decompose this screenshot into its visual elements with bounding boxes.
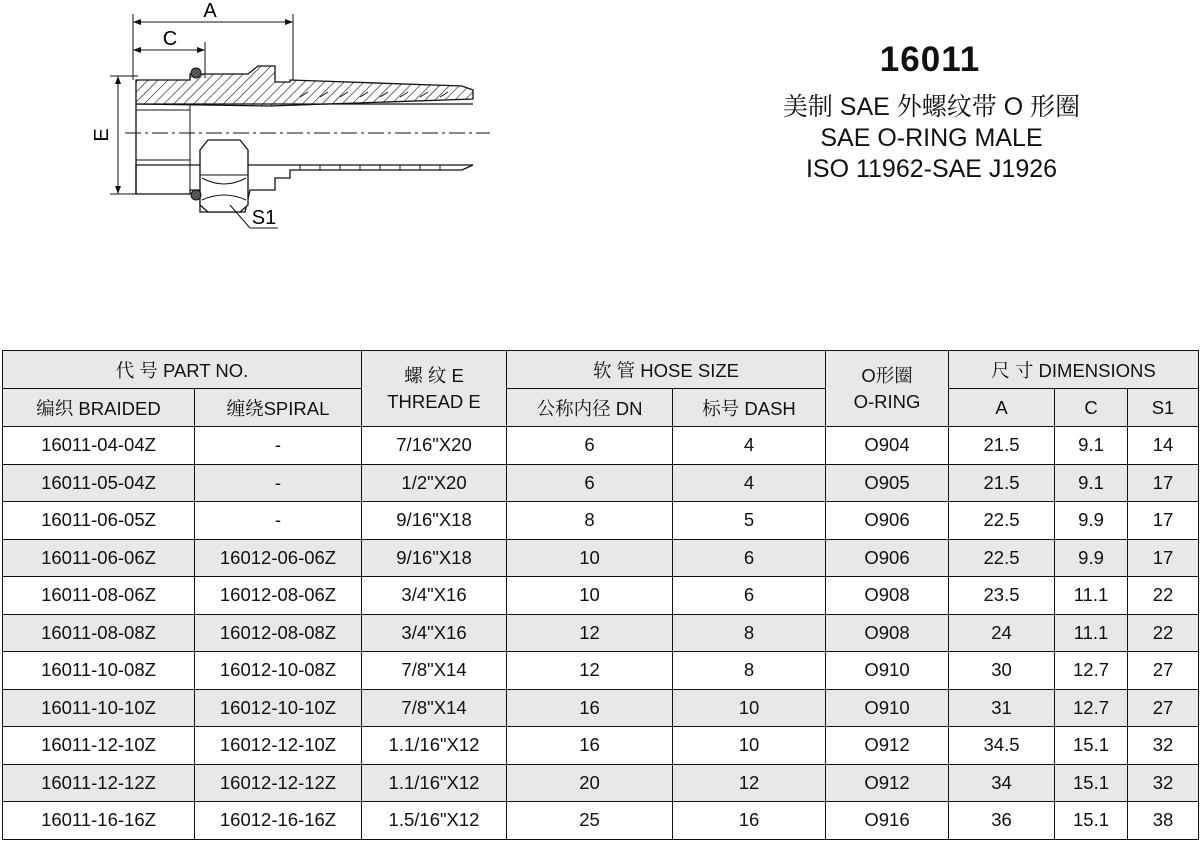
- cell-dn: 12: [507, 652, 673, 690]
- header-s1: S1: [1128, 389, 1199, 427]
- table-row: [3, 802, 1199, 840]
- dim-label-s1: S1: [251, 207, 277, 229]
- cell-spiral: 16012-10-08Z: [195, 652, 362, 690]
- cell-thread: 1/2"X20: [362, 464, 507, 502]
- cell-a: 23.5: [949, 577, 1055, 615]
- cell-dn: 8: [507, 502, 673, 540]
- cell-a: 34.5: [949, 727, 1055, 765]
- cell-dn: 25: [507, 802, 673, 840]
- cell-s1: 14: [1128, 427, 1199, 465]
- subtitle-standard: ISO 11962-SAE J1926: [805, 155, 1058, 183]
- header-c: C: [1055, 389, 1128, 427]
- cell-oring: O906: [826, 539, 949, 577]
- cell-braided: 16011-12-12Z: [3, 764, 195, 802]
- cell-thread: 3/4"X16: [362, 614, 507, 652]
- cell-a: 21.5: [949, 464, 1055, 502]
- cell-oring: O912: [826, 727, 949, 765]
- cell-c: 15.1: [1055, 802, 1128, 840]
- cell-braided: 16011-08-08Z: [3, 614, 195, 652]
- header-oring-en: O-RING: [853, 390, 921, 412]
- cell-braided: 16011-12-10Z: [3, 727, 195, 765]
- dim-label-a: A: [203, 0, 217, 22]
- cell-spiral: 16012-08-06Z: [195, 577, 362, 615]
- header-oring-cn: O形圈: [861, 364, 913, 386]
- table-row: [3, 764, 1199, 802]
- cell-spiral: -: [195, 502, 362, 540]
- cell-thread: 1.1/16"X12: [362, 727, 507, 765]
- cell-a: 24: [949, 614, 1055, 652]
- cell-dash: 5: [673, 502, 826, 540]
- cell-dash: 6: [673, 577, 826, 615]
- cell-braided: 16011-06-06Z: [3, 539, 195, 577]
- oring-dot-upper: [191, 68, 201, 78]
- cell-dn: 6: [507, 427, 673, 465]
- table-row: [3, 689, 1199, 727]
- cell-thread: 1.5/16"X12: [362, 802, 507, 840]
- header-thread-en: THREAD E: [387, 390, 481, 412]
- thread-lines: [136, 110, 190, 160]
- table-row: [3, 427, 1199, 465]
- cell-thread: 3/4"X16: [362, 577, 507, 615]
- cell-thread: 7/8"X14: [362, 689, 507, 727]
- header-thread: [362, 351, 507, 427]
- cell-a: 34: [949, 764, 1055, 802]
- fitting-drawing: [0, 0, 560, 260]
- cell-thread: 7/16"X20: [362, 427, 507, 465]
- dim-label-e: E: [91, 128, 113, 142]
- cell-braided: 16011-08-06Z: [3, 577, 195, 615]
- cell-dn: 20: [507, 764, 673, 802]
- cell-spiral: 16012-12-10Z: [195, 727, 362, 765]
- cell-spiral: -: [195, 427, 362, 465]
- header-dash: 标号 DASH: [673, 389, 826, 427]
- cell-thread: 7/8"X14: [362, 652, 507, 690]
- cell-c: 15.1: [1055, 727, 1128, 765]
- cell-oring: O910: [826, 689, 949, 727]
- header-part-no: 代 号 PART NO.: [3, 351, 362, 389]
- title-block: [700, 40, 1200, 185]
- fitting-section-upper: [136, 66, 473, 106]
- dimension-e: [91, 76, 138, 194]
- table-row: [3, 727, 1199, 765]
- cell-dn: 16: [507, 727, 673, 765]
- cell-dash: 8: [673, 614, 826, 652]
- cell-spiral: 16012-06-06Z: [195, 539, 362, 577]
- header-braided: 编织 BRAIDED: [3, 389, 195, 427]
- cell-c: 9.9: [1055, 539, 1128, 577]
- cell-dash: 4: [673, 464, 826, 502]
- table-row: [3, 502, 1199, 540]
- cell-oring: O912: [826, 764, 949, 802]
- header-dn: 公称内径 DN: [507, 389, 673, 427]
- cell-dash: 4: [673, 427, 826, 465]
- cell-c: 9.1: [1055, 464, 1128, 502]
- table-row: [3, 464, 1199, 502]
- cell-braided: 16011-06-05Z: [3, 502, 195, 540]
- cell-s1: 22: [1128, 577, 1199, 615]
- oring-dot-lower: [191, 190, 201, 200]
- cell-s1: 22: [1128, 614, 1199, 652]
- header-hose-size: 软 管 HOSE SIZE: [507, 351, 826, 389]
- cell-s1: 32: [1128, 727, 1199, 765]
- cell-dash: 10: [673, 689, 826, 727]
- cell-a: 36: [949, 802, 1055, 840]
- cell-dash: 8: [673, 652, 826, 690]
- spec-table-body: [3, 427, 1199, 840]
- table-row: [3, 652, 1199, 690]
- table-row: [3, 577, 1199, 615]
- table-row: [3, 539, 1199, 577]
- cell-dn: 10: [507, 539, 673, 577]
- dim-label-c: C: [162, 28, 178, 50]
- cell-oring: O908: [826, 614, 949, 652]
- cell-a: 22.5: [949, 502, 1055, 540]
- cell-s1: 17: [1128, 539, 1199, 577]
- cell-dn: 12: [507, 614, 673, 652]
- cell-dash: 16: [673, 802, 826, 840]
- part-number-title: 16011: [879, 40, 981, 79]
- cell-dn: 10: [507, 577, 673, 615]
- cell-c: 11.1: [1055, 614, 1128, 652]
- cell-c: 9.9: [1055, 502, 1128, 540]
- cell-oring: O908: [826, 577, 949, 615]
- cell-a: 30: [949, 652, 1055, 690]
- cell-thread: 1.1/16"X12: [362, 764, 507, 802]
- cell-braided: 16011-10-10Z: [3, 689, 195, 727]
- hex-nut: [200, 140, 248, 212]
- cell-braided: 16011-04-04Z: [3, 427, 195, 465]
- cell-oring: O905: [826, 464, 949, 502]
- cell-thread: 9/16"X18: [362, 502, 507, 540]
- fitting-outline-lower: [136, 165, 473, 212]
- cell-spiral: 16012-08-08Z: [195, 614, 362, 652]
- cell-spiral: -: [195, 464, 362, 502]
- cell-oring: O910: [826, 652, 949, 690]
- subtitle-chinese: 美制 SAE 外螺纹带 O 形圈: [782, 93, 1081, 121]
- cell-braided: 16011-10-08Z: [3, 652, 195, 690]
- header-oring: [826, 351, 949, 427]
- header-dimensions: 尺 寸 DIMENSIONS: [949, 351, 1199, 389]
- header-spiral: 缠绕SPIRAL: [195, 389, 362, 427]
- cell-oring: O904: [826, 427, 949, 465]
- cell-s1: 17: [1128, 464, 1199, 502]
- table-row: [3, 614, 1199, 652]
- cell-c: 12.7: [1055, 689, 1128, 727]
- cell-spiral: 16012-10-10Z: [195, 689, 362, 727]
- cell-dn: 6: [507, 464, 673, 502]
- cell-a: 31: [949, 689, 1055, 727]
- cell-c: 11.1: [1055, 577, 1128, 615]
- cell-s1: 17: [1128, 502, 1199, 540]
- cell-s1: 38: [1128, 802, 1199, 840]
- cell-s1: 32: [1128, 764, 1199, 802]
- cell-spiral: 16012-16-16Z: [195, 802, 362, 840]
- cell-s1: 27: [1128, 689, 1199, 727]
- cell-dash: 6: [673, 539, 826, 577]
- cell-braided: 16011-05-04Z: [3, 464, 195, 502]
- header-a: A: [949, 389, 1055, 427]
- subtitle-english: SAE O-RING MALE: [820, 124, 1043, 152]
- cell-braided: 16011-16-16Z: [3, 802, 195, 840]
- cell-s1: 27: [1128, 652, 1199, 690]
- cell-c: 9.1: [1055, 427, 1128, 465]
- cell-c: 15.1: [1055, 764, 1128, 802]
- spec-table: [2, 350, 1199, 840]
- cell-a: 21.5: [949, 427, 1055, 465]
- cell-c: 12.7: [1055, 652, 1128, 690]
- cell-dn: 16: [507, 689, 673, 727]
- header-thread-cn: 螺 纹 E: [404, 364, 464, 386]
- cell-thread: 9/16"X18: [362, 539, 507, 577]
- cell-dash: 12: [673, 764, 826, 802]
- cell-dash: 10: [673, 727, 826, 765]
- barbs-lower: [300, 165, 440, 170]
- cell-oring: O906: [826, 502, 949, 540]
- cell-a: 22.5: [949, 539, 1055, 577]
- cell-oring: O916: [826, 802, 949, 840]
- cell-spiral: 16012-12-12Z: [195, 764, 362, 802]
